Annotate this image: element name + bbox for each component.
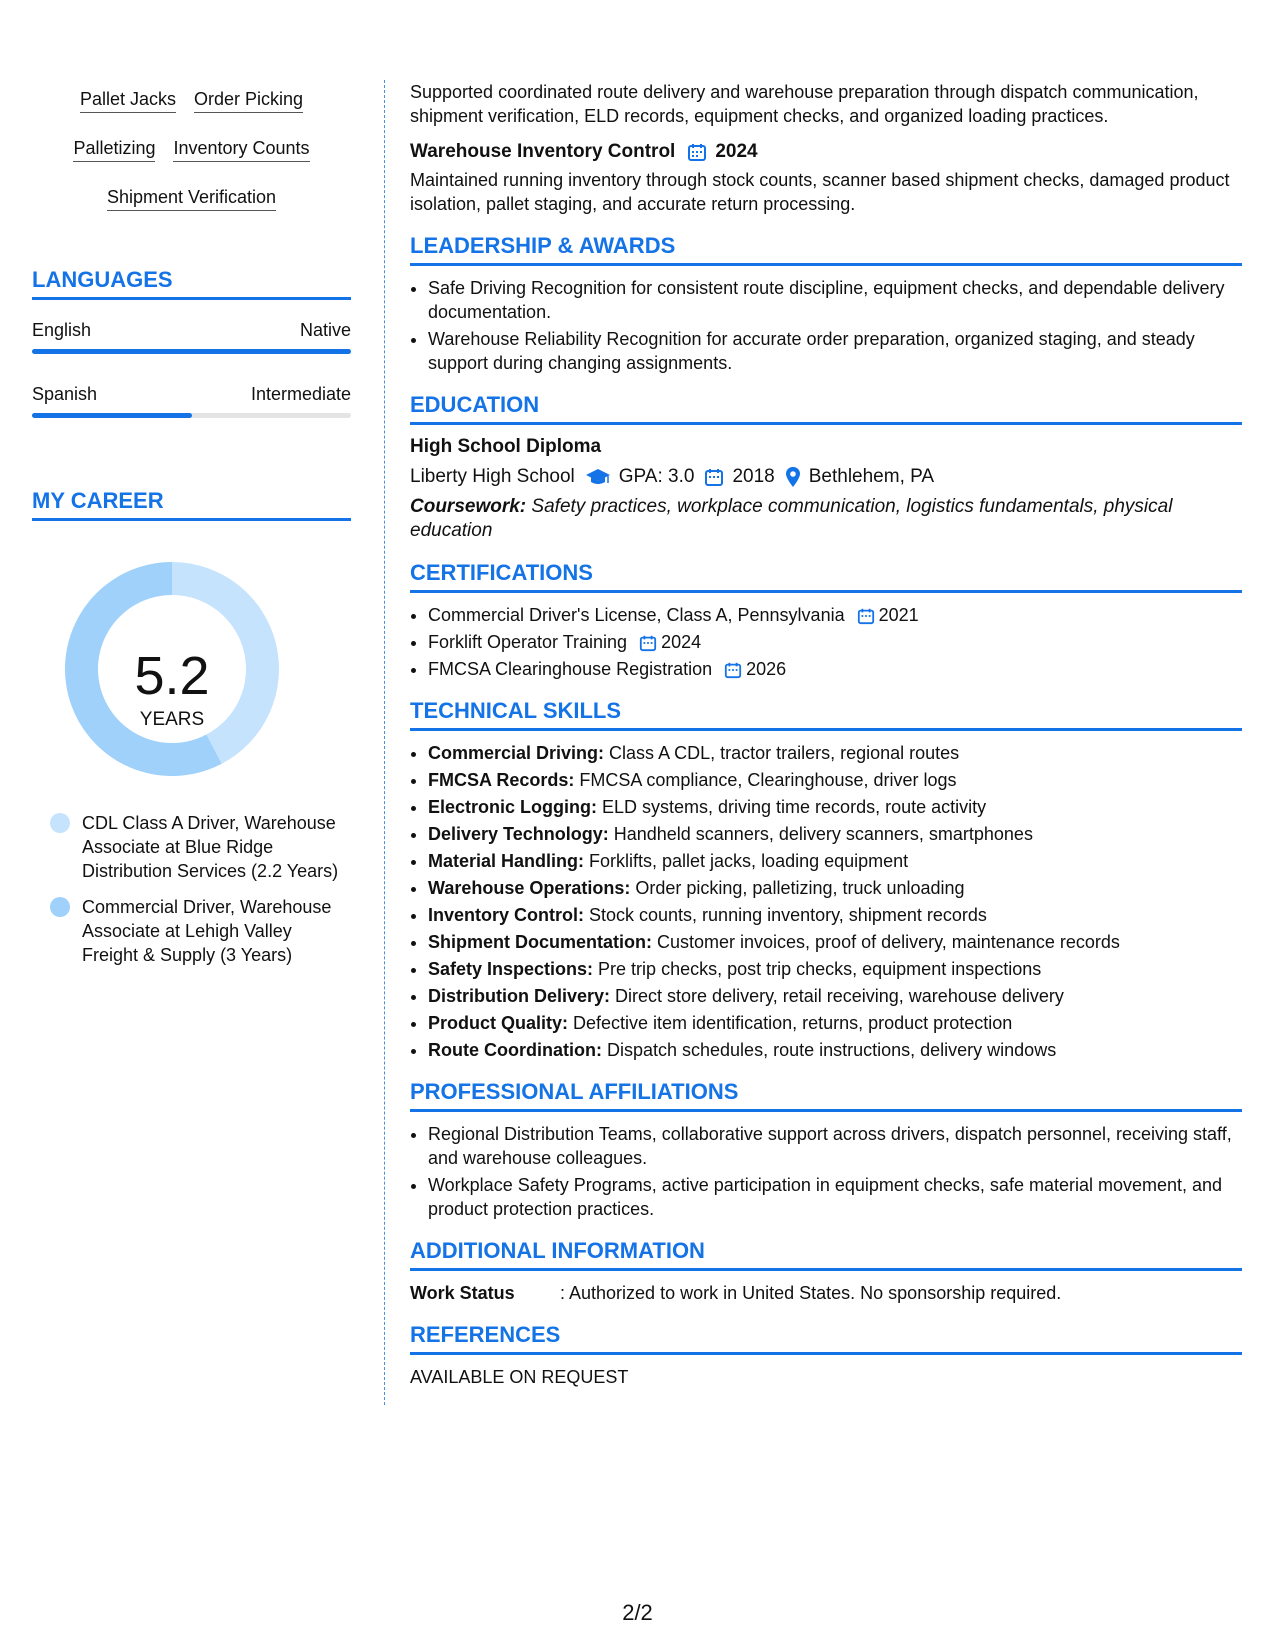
list-item [428,1038,1242,1062]
calendar-icon [687,142,707,162]
education-coursework [410,495,1242,543]
skill-value: Forklifts, pallet jacks, loading equipment [584,851,909,871]
education-degree: High School Diploma [410,436,602,457]
affiliations-heading: PROFESSIONAL AFFILIATIONS [410,1078,1242,1112]
leadership-heading: LEADERSHIP & AWARDS [410,232,1242,266]
career-section [32,488,351,967]
cert-name: Forklift Operator Training [428,632,628,652]
career-legend [32,811,351,967]
skill-key: Shipment Documentation: [428,932,652,952]
career-unit: YEARS [139,709,205,730]
list-item [428,603,1242,627]
skill-key: Commercial Driving: [428,743,605,763]
education-heading: EDUCATION [410,391,1242,425]
technical-skills-heading: TECHNICAL SKILLS [410,697,1242,731]
education-school: Liberty High School [410,466,575,487]
education-details [410,465,1242,489]
list-item [428,822,1242,846]
career-donut-chart [32,531,351,791]
skill-key: Inventory Control: [428,905,584,925]
right-column [410,80,1242,1389]
leadership-section [410,232,1242,375]
skill-key: Route Coordination: [428,1040,602,1060]
left-column [32,80,351,979]
list-item [428,984,1242,1008]
cert-year: 2024 [661,632,702,652]
legend-dot-icon [50,897,70,917]
skill-key: Electronic Logging: [428,797,597,817]
skill-key: Safety Inspections: [428,959,594,979]
skill-key: Warehouse Operations: [428,878,631,898]
calendar-icon [724,661,742,679]
skill-value: Stock counts, running inventory, shipment records [584,905,987,925]
additional-info-section [410,1237,1242,1305]
page-number: 2/2 [622,1600,653,1625]
languages-heading: LANGUAGES [32,267,351,300]
calendar-icon [639,634,657,652]
calendar-icon [704,467,724,487]
job-title: Warehouse Inventory Control [410,141,676,162]
references-text: AVAILABLE ON REQUEST [410,1367,629,1387]
cert-year: 2026 [746,659,787,679]
list-item: • Workplace Safety Programs, active participation in equipment checks, safe material movement, and product protection practices. [428,1173,1242,1221]
coursework-label: Coursework: [410,496,527,517]
work-status-row [410,1281,1242,1305]
list-item: • Regional Distribution Teams, collaborative support across drivers, dispatch personnel, receiving staff, and warehouse colleagues. [428,1122,1242,1170]
skill-key: Material Handling: [428,851,585,871]
list-item [428,849,1242,873]
references-section [410,1321,1242,1389]
technical-skills-section [410,697,1242,1062]
career-legend-item [32,895,351,967]
job-description: Maintained running inventory through stock counts, scanner based shipment checks, damaged product isolation, pallet staging, and accurate return processing. [410,170,1230,214]
job-year: 2024 [715,141,758,162]
list-item [428,903,1242,927]
list-item [428,795,1242,819]
language-item [32,384,351,418]
skill-tag: Inventory Counts [173,129,309,162]
job-entry-title [410,140,1242,164]
language-bar-fill [32,413,192,418]
skill-value: Customer invoices, proof of delivery, maintenance records [652,932,1120,952]
certifications-heading: CERTIFICATIONS [410,559,1242,593]
skill-tag: Pallet Jacks [80,80,176,113]
legend-dot-icon [50,813,70,833]
language-name: English [32,320,92,340]
skill-tags [32,80,351,227]
languages-section [32,267,351,418]
references-heading: REFERENCES [410,1321,1242,1355]
coursework-text: Safety practices, workplace communication, logistics fundamentals, physical education [410,496,1173,541]
education-section [410,391,1242,543]
language-name: Spanish [32,384,98,404]
work-status-key: Work Status [410,1283,515,1303]
education-year: 2018 [732,466,775,487]
list-item: • Warehouse Reliability Recognition for accurate order preparation, organized staging, and steady support during changing assignments. [428,327,1242,375]
skill-tag: Palletizing [73,129,155,162]
career-legend-label: Commercial Driver, Warehouse Associate at Lehigh Valley Freight & Supply (3 Years) [82,897,332,965]
list-item [428,957,1242,981]
additional-info-heading: ADDITIONAL INFORMATION [410,1237,1242,1271]
skill-key: Delivery Technology: [428,824,609,844]
skill-value: Dispatch schedules, route instructions, delivery windows [601,1040,1057,1060]
cert-name: Commercial Driver's License, Class A, Pennsylvania [428,605,845,625]
career-legend-label: CDL Class A Driver, Warehouse Associate at Blue Ridge Distribution Services (2.2 Years) [82,813,339,881]
skill-value: Handheld scanners, delivery scanners, smartphones [608,824,1033,844]
cert-year: 2021 [878,605,919,625]
cert-name: FMCSA Clearinghouse Registration [428,659,713,679]
list-item [428,657,1242,681]
skill-value: ELD systems, driving time records, route activity [597,797,987,817]
career-total: 5.2 [134,646,210,706]
list-item [428,741,1242,765]
language-level: Native [299,320,351,340]
career-heading: MY CAREER [32,488,351,521]
skill-value: Order picking, palletizing, truck unloading [630,878,965,898]
language-level: Intermediate [250,384,351,404]
location-pin-icon [785,466,801,488]
skill-value: FMCSA compliance, Clearinghouse, driver logs [574,770,957,790]
list-item [428,876,1242,900]
skill-tag: Order Picking [194,80,303,113]
column-divider [384,80,385,1405]
skill-value: Defective item identification, returns, product protection [568,1013,1013,1033]
language-bar [32,349,351,354]
list-item [428,630,1242,654]
career-legend-item [32,811,351,883]
skill-key: Product Quality: [428,1013,569,1033]
work-status-value: : Authorized to work in United States. No sponsorship required. [560,1283,1062,1303]
skill-value: Direct store delivery, retail receiving, warehouse delivery [610,986,1064,1006]
calendar-icon [857,607,875,625]
list-item [428,930,1242,954]
skill-tag: Shipment Verification [107,178,276,211]
education-location: Bethlehem, PA [808,466,935,487]
graduation-cap-icon [585,467,611,487]
language-bar-fill [32,349,351,354]
skill-value: Pre trip checks, post trip checks, equipment inspections [593,959,1042,979]
education-gpa: GPA: 3.0 [618,466,695,487]
list-item [428,768,1242,792]
skill-key: FMCSA Records: [428,770,575,790]
list-item: • Safe Driving Recognition for consistent route discipline, equipment checks, and dependable delivery documentation. [428,276,1242,324]
language-bar [32,413,351,418]
language-item [32,320,351,354]
experience-intro: Supported coordinated route delivery and warehouse preparation through dispatch communication, shipment verification, ELD records, equipment checks, and organized loading practices. [410,82,1199,126]
skill-value: Class A CDL, tractor trailers, regional routes [604,743,960,763]
list-item [428,1011,1242,1035]
affiliations-section [410,1078,1242,1221]
skill-key: Distribution Delivery: [428,986,611,1006]
certifications-section [410,559,1242,681]
